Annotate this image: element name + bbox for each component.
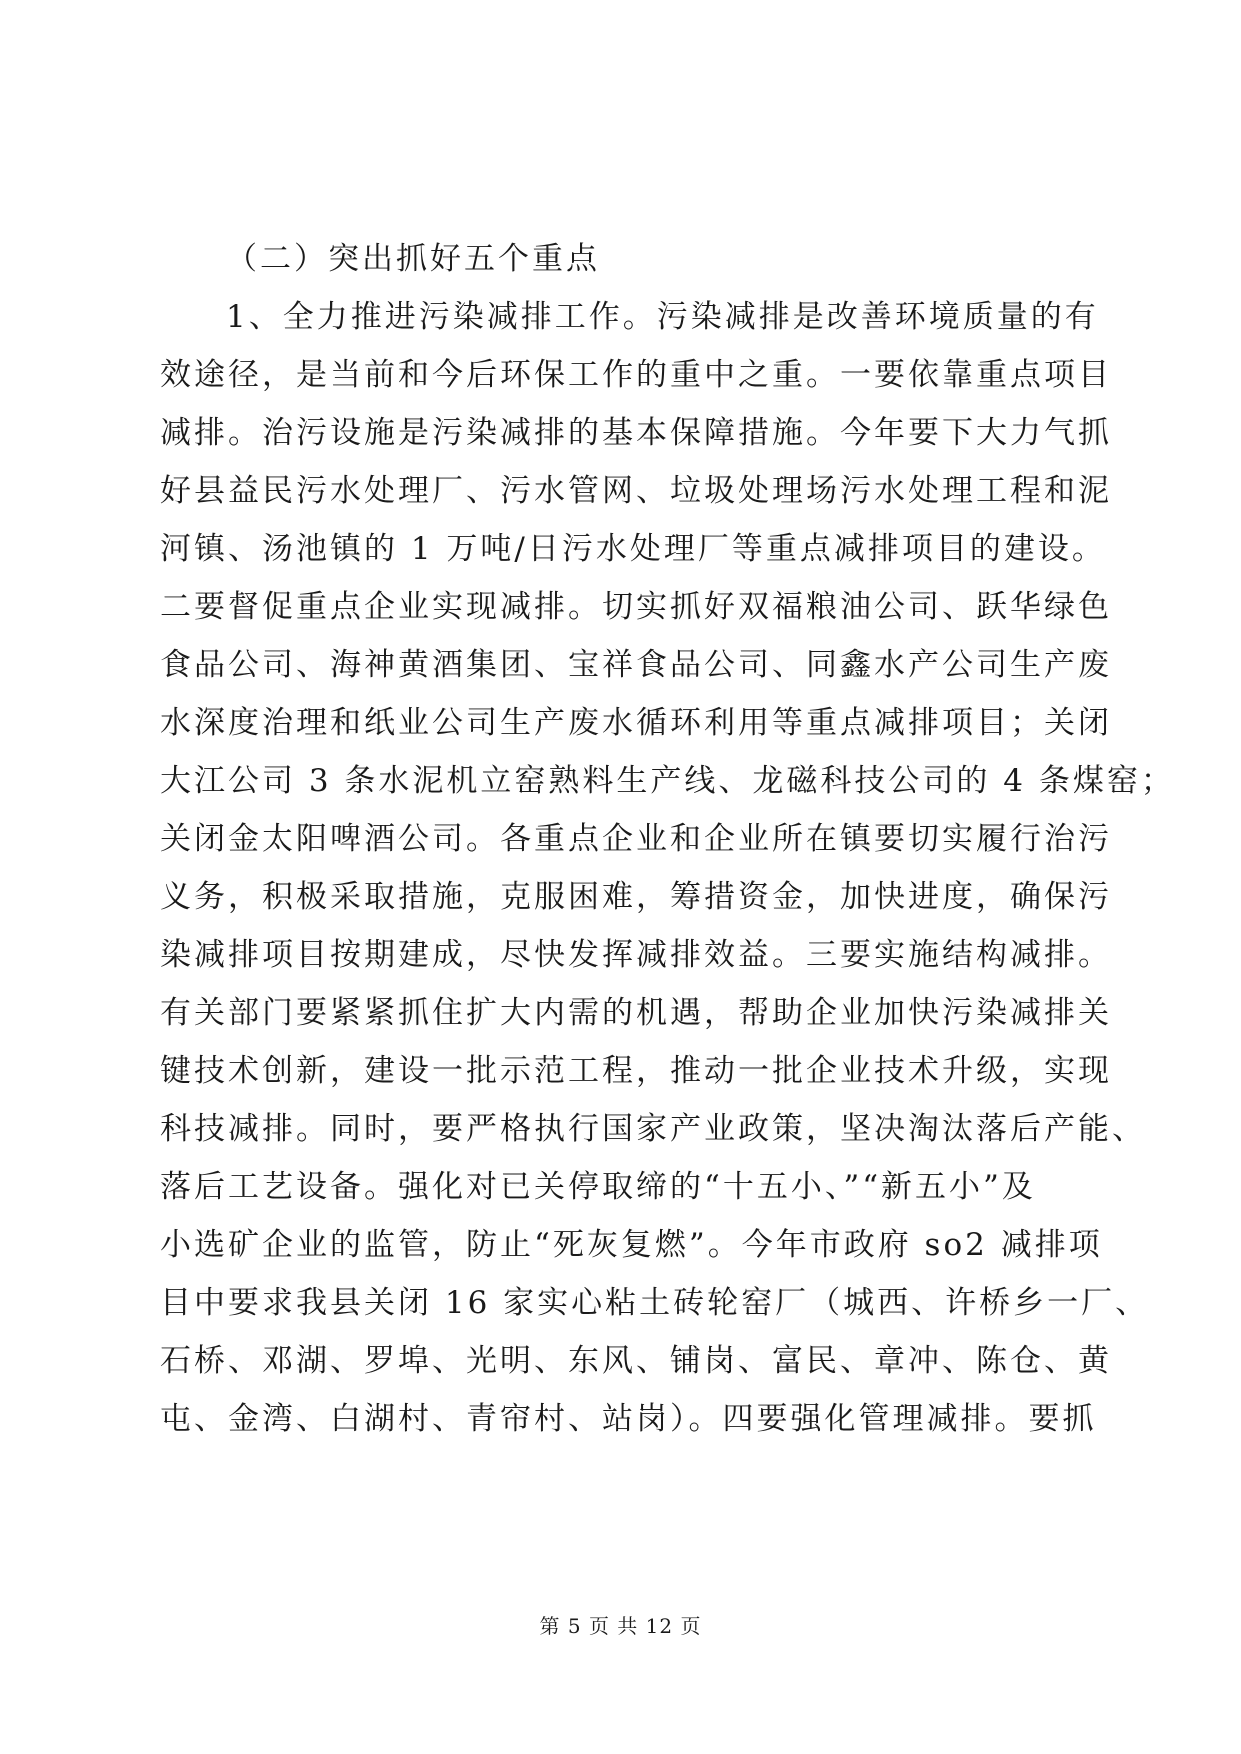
paragraph-line: 二要督促重点企业实现减排。切实抓好双福粮油公司、跃华绿色 <box>160 589 1112 625</box>
paragraph-line: 石桥、邓湖、罗埠、光明、东风、铺岗、富民、章冲、陈仓、黄 <box>160 1343 1112 1379</box>
paragraph-line: 落后工艺设备。强化对已关停取缔的“十五小、”“新五小”及 <box>160 1169 1036 1205</box>
paragraph-line: 染减排项目按期建成，尽快发挥减排效益。三要实施结构减排。 <box>160 937 1112 973</box>
paragraph-line: 目中要求我县关闭 16 家实心粘土砖轮窑厂（城西、许桥乡一厂、 <box>160 1285 1150 1321</box>
paragraph-line: 1、全力推进污染减排工作。污染减排是改善环境质量的有 <box>226 299 1099 335</box>
paragraph-line: 效途径，是当前和今后环保工作的重中之重。一要依靠重点项目 <box>160 357 1112 393</box>
paragraph-line: 河镇、汤池镇的 1 万吨/日污水处理厂等重点减排项目的建设。 <box>160 531 1106 567</box>
paragraph-line: 有关部门要紧紧抓住扩大内需的机遇，帮助企业加快污染减排关 <box>160 995 1112 1031</box>
paragraph-line: 水深度治理和纸业公司生产废水循环利用等重点减排项目；关闭 <box>160 705 1112 741</box>
document-body <box>160 230 1175 1448</box>
paragraph-line: 食品公司、海神黄酒集团、宝祥食品公司、同鑫水产公司生产废 <box>160 647 1112 683</box>
paragraph-line: 好县益民污水处理厂、污水管网、垃圾处理场污水处理工程和泥 <box>160 473 1112 509</box>
paragraph-line: 关闭金太阳啤酒公司。各重点企业和企业所在镇要切实履行治污 <box>160 821 1112 857</box>
paragraph-line: 键技术创新，建设一批示范工程，推动一批企业技术升级，实现 <box>160 1053 1112 1089</box>
paragraph-line: 屯、金湾、白湖村、青帘村、站岗）。四要强化管理减排。要抓 <box>160 1401 1097 1437</box>
paragraph-line: 科技减排。同时，要严格执行国家产业政策，坚决淘汰落后产能、 <box>160 1111 1146 1147</box>
paragraph-line: 大江公司 3 条水泥机立窑熟料生产线、龙磁科技公司的 4 条煤窑； <box>160 763 1175 799</box>
page-number: 第 5 页 共 12 页 <box>539 1614 702 1638</box>
paragraph-line: 义务，积极采取措施，克服困难，筹措资金，加快进度，确保污 <box>160 879 1112 915</box>
page-footer <box>0 1610 1241 1639</box>
paragraph-line: 小选矿企业的监管，防止“死灰复燃”。今年市政府 so2 减排项 <box>160 1227 1103 1263</box>
section-heading: （二）突出抓好五个重点 <box>226 241 600 277</box>
paragraph-line: 减排。治污设施是污染减排的基本保障措施。今年要下大力气抓 <box>160 415 1112 451</box>
